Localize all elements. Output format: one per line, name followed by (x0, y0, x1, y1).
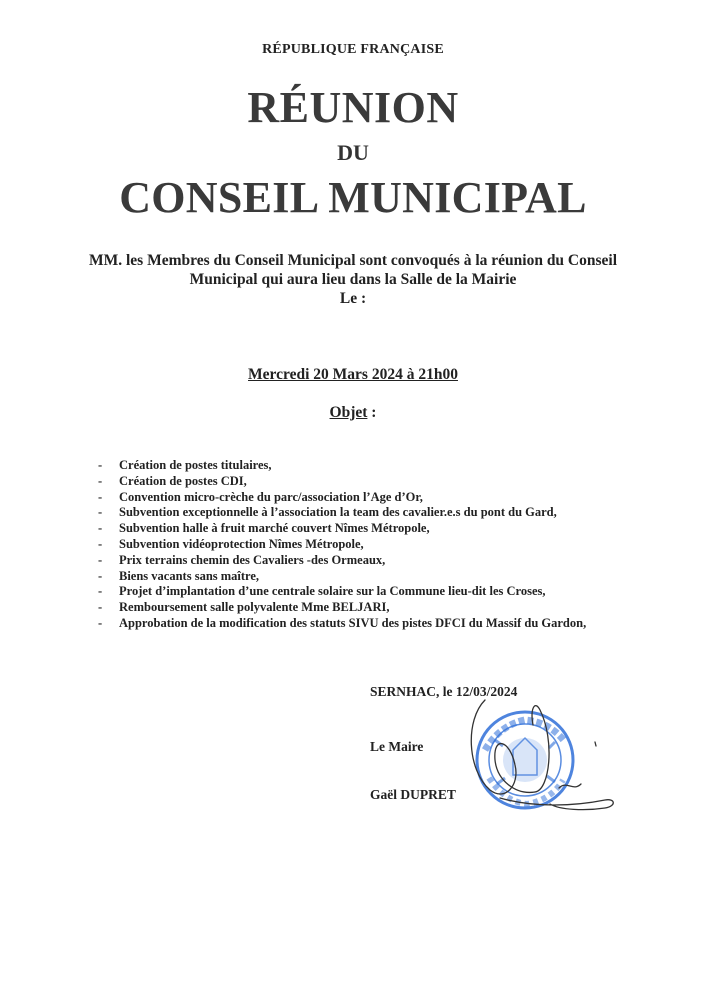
convocation-line-1: MM. les Membres du Conseil Municipal sont convoqués à la réunion du Conseil (88, 252, 618, 269)
signatory-name: Gaël DUPRET (370, 787, 456, 802)
agenda-item (94, 600, 694, 616)
agenda-item-text: Convention micro-crèche du parc/association l’Age d’Or, (119, 489, 423, 504)
title-reunion: RÉUNION (247, 83, 459, 132)
agenda-bullet: - (98, 552, 103, 567)
agenda-bullet: - (98, 505, 103, 520)
agenda-item (94, 616, 694, 632)
agenda-item (94, 569, 694, 585)
agenda-item-text: Approbation de la modification des statuts SIVU des pistes DFCI du Massif du Gardon, (119, 615, 587, 630)
convocation-line-3: Le : (339, 290, 367, 307)
agenda-item (94, 490, 694, 506)
agenda-item (94, 553, 694, 569)
agenda-item-text: Remboursement salle polyvalente Mme BELJARI, (119, 600, 390, 615)
agenda-item (94, 584, 694, 600)
agenda-item (94, 458, 694, 474)
objet-heading (0, 404, 706, 422)
objet-suffix: : (367, 404, 377, 421)
agenda-bullet: - (98, 568, 103, 583)
mayor-stamp-and-signature (455, 680, 635, 830)
agenda-bullet: - (98, 458, 103, 472)
agenda-item-text: Projet d’implantation d’une centrale solaire sur la Commune lieu-dit les Croses, (119, 584, 546, 599)
agenda-item-text: Subvention exceptionnelle à l’association la team des cavalier.e.s du pont du Gard, (119, 505, 557, 520)
title-conseil-municipal: CONSEIL MUNICIPAL (119, 173, 587, 222)
agenda-item-text: Biens vacants sans maître, (119, 568, 260, 583)
agenda-item-text: Création de postes CDI, (119, 473, 247, 488)
agenda-item-text: Prix terrains chemin des Cavaliers -des Ormeaux, (119, 552, 386, 567)
agenda-item (94, 521, 694, 537)
agenda-item-text: Subvention vidéoprotection Nîmes Métropole, (119, 536, 364, 551)
convocation-text (60, 251, 646, 308)
agenda-bullet: - (98, 521, 103, 536)
agenda-bullet: - (98, 600, 103, 615)
signatory-role: Le Maire (370, 739, 424, 754)
agenda-item (94, 505, 694, 521)
agenda-bullet: - (98, 489, 103, 504)
agenda-bullet: - (98, 615, 103, 630)
republique-heading: RÉPUBLIQUE FRANÇAISE (262, 42, 444, 57)
agenda-bullet: - (98, 473, 103, 488)
agenda-bullet: - (98, 584, 103, 599)
meeting-date: Mercredi 20 Mars 2024 à 21h00 (248, 366, 458, 383)
agenda-item-text: Subvention halle à fruit marché couvert Nîmes Métropole, (119, 521, 430, 536)
agenda-item-text: Création de postes titulaires, (119, 458, 272, 472)
agenda-item (94, 537, 694, 553)
agenda-item (94, 474, 694, 490)
place-and-date: SERNHAC, le 12/03/2024 (370, 684, 518, 699)
official-seal (477, 712, 573, 808)
objet-label: Objet (329, 404, 368, 421)
title-du: DU (337, 140, 369, 165)
agenda-bullet: - (98, 536, 103, 551)
agenda-list (94, 458, 694, 632)
convocation-line-2: Municipal qui aura lieu dans la Salle de la Mairie (189, 271, 517, 288)
